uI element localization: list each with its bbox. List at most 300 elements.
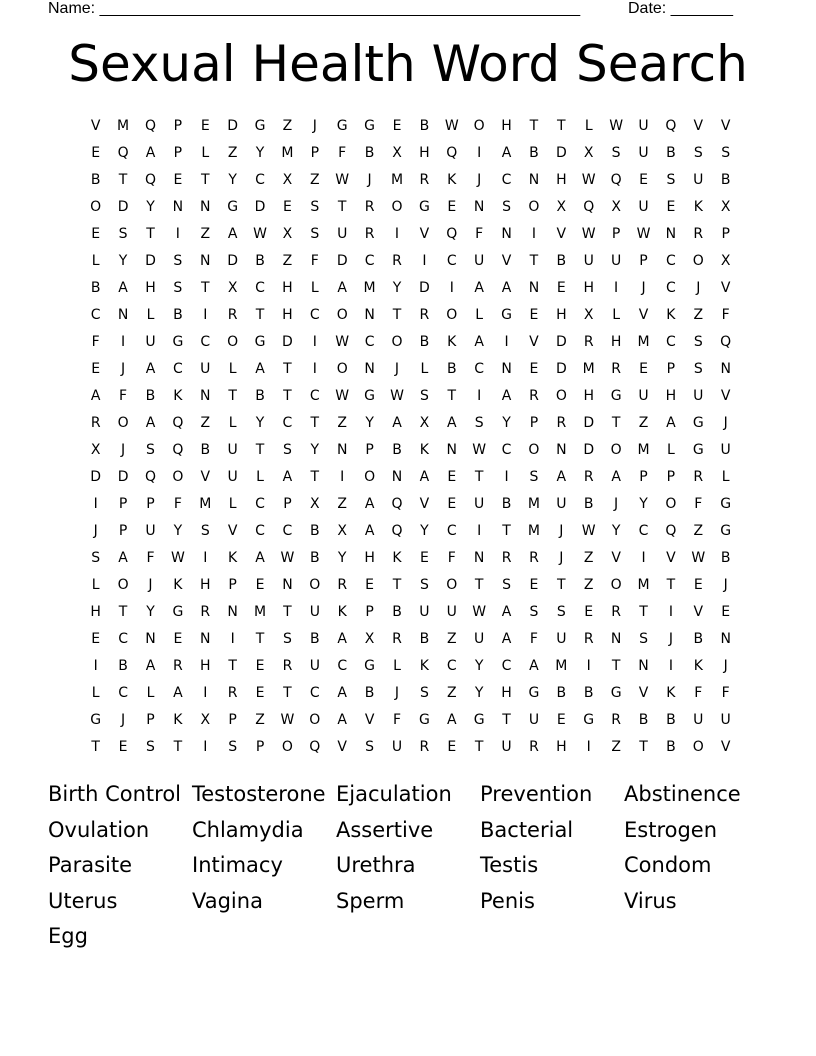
grid-letter[interactable]: I xyxy=(531,225,537,242)
grid-letter[interactable]: A xyxy=(501,387,512,404)
grid-letter[interactable]: A xyxy=(501,279,512,296)
grid-letter[interactable]: K xyxy=(228,549,238,566)
grid-letter[interactable]: F xyxy=(721,306,730,323)
grid-letter[interactable]: V xyxy=(611,549,621,566)
grid-letter[interactable]: C xyxy=(364,333,375,350)
grid-letter[interactable]: O xyxy=(610,576,622,593)
grid-letter[interactable]: C xyxy=(666,333,676,350)
grid-letter[interactable]: J xyxy=(93,522,98,539)
grid-letter[interactable]: N xyxy=(446,441,458,458)
grid-letter[interactable]: A xyxy=(255,360,265,377)
grid-letter[interactable]: T xyxy=(200,279,210,296)
grid-letter[interactable]: E xyxy=(255,576,265,593)
grid-letter[interactable]: R xyxy=(529,549,539,566)
grid-letter[interactable]: K xyxy=(337,603,347,620)
grid-letter[interactable]: N xyxy=(556,441,567,458)
grid-letter[interactable]: O xyxy=(692,252,704,269)
grid-letter[interactable]: S xyxy=(529,603,539,620)
grid-letter[interactable]: D xyxy=(555,333,567,350)
grid-letter[interactable]: C xyxy=(309,684,320,701)
grid-letter[interactable]: A xyxy=(118,549,128,566)
grid-letter[interactable]: C xyxy=(364,252,375,269)
grid-letter[interactable]: H xyxy=(556,738,567,755)
grid-letter[interactable]: U xyxy=(145,333,156,350)
grid-letter[interactable]: Z xyxy=(693,306,704,323)
grid-letter[interactable]: T xyxy=(91,738,100,755)
grid-letter[interactable]: F xyxy=(173,495,182,512)
grid-letter[interactable]: R xyxy=(556,414,567,431)
grid-letter[interactable]: E xyxy=(283,198,292,215)
grid-letter[interactable]: W xyxy=(335,387,350,404)
grid-letter[interactable]: L xyxy=(201,144,210,161)
grid-letter[interactable]: I xyxy=(504,468,509,485)
grid-letter[interactable]: T xyxy=(228,657,237,674)
grid-letter[interactable]: R xyxy=(693,225,704,242)
grid-letter[interactable]: X xyxy=(282,171,293,188)
grid-letter[interactable]: C xyxy=(309,387,320,404)
grid-letter[interactable]: U xyxy=(556,630,567,647)
grid-letter[interactable]: L xyxy=(612,306,621,323)
grid-letter[interactable]: K xyxy=(693,198,703,215)
grid-letter[interactable]: I xyxy=(477,522,482,539)
grid-letter[interactable]: I xyxy=(614,279,619,296)
grid-letter[interactable]: Y xyxy=(228,171,237,188)
grid-letter[interactable]: G xyxy=(90,711,102,728)
grid-letter[interactable]: N xyxy=(665,225,677,242)
grid-letter[interactable]: A xyxy=(145,360,156,377)
grid-letter[interactable]: U xyxy=(610,252,622,269)
grid-letter[interactable]: Y xyxy=(255,414,265,431)
grid-letter[interactable]: F xyxy=(338,144,347,161)
grid-letter[interactable]: E xyxy=(173,171,183,188)
grid-letter[interactable]: N xyxy=(282,576,293,593)
grid-letter[interactable]: Z xyxy=(337,495,347,512)
grid-letter[interactable]: I xyxy=(641,549,646,566)
grid-letter[interactable]: J xyxy=(477,171,482,188)
grid-letter[interactable]: L xyxy=(91,252,100,269)
grid-letter[interactable]: G xyxy=(720,495,732,512)
grid-letter[interactable]: Y xyxy=(392,279,402,296)
grid-letter[interactable]: L xyxy=(721,468,730,485)
grid-letter[interactable]: W xyxy=(472,441,487,458)
grid-letter[interactable]: F xyxy=(310,252,319,269)
grid-letter[interactable]: J xyxy=(394,360,400,377)
grid-letter[interactable]: O xyxy=(528,441,540,458)
grid-letter[interactable]: M xyxy=(363,279,376,296)
grid-letter[interactable]: O xyxy=(117,414,129,431)
grid-letter[interactable]: B xyxy=(583,495,594,512)
grid-letter[interactable]: S xyxy=(146,441,155,458)
grid-letter[interactable]: T xyxy=(502,522,511,539)
grid-letter[interactable]: P xyxy=(228,711,237,728)
grid-letter[interactable]: B xyxy=(419,333,430,350)
grid-letter[interactable]: A xyxy=(173,684,183,701)
grid-letter[interactable]: N xyxy=(610,630,622,647)
grid-letter[interactable]: R xyxy=(90,414,101,431)
grid-letter[interactable]: S xyxy=(282,630,292,647)
grid-letter[interactable]: K xyxy=(447,171,457,188)
grid-letter[interactable]: M xyxy=(281,144,294,161)
grid-letter[interactable]: L xyxy=(91,576,100,593)
grid-letter[interactable]: A xyxy=(474,279,484,296)
grid-letter[interactable]: D xyxy=(555,360,567,377)
grid-letter[interactable]: Z xyxy=(337,414,347,431)
grid-letter[interactable]: O xyxy=(692,738,704,755)
grid-letter[interactable]: E xyxy=(91,630,101,647)
grid-letter[interactable]: Z xyxy=(310,171,320,188)
date-field[interactable]: Date: _______ xyxy=(628,0,733,17)
grid-letter[interactable]: Q xyxy=(665,117,677,134)
grid-letter[interactable]: J xyxy=(723,576,728,593)
grid-letter[interactable]: N xyxy=(145,630,156,647)
grid-letter[interactable]: U xyxy=(391,738,403,755)
grid-letter[interactable]: K xyxy=(419,441,429,458)
grid-letter[interactable]: Y xyxy=(255,144,265,161)
grid-letter[interactable]: S xyxy=(419,387,429,404)
grid-letter[interactable]: W xyxy=(609,117,624,134)
grid-letter[interactable]: B xyxy=(90,171,101,188)
grid-letter[interactable]: M xyxy=(253,603,267,620)
grid-letter[interactable]: H xyxy=(199,576,211,593)
grid-letter[interactable]: B xyxy=(310,630,320,647)
grid-letter[interactable]: B xyxy=(419,630,430,647)
grid-letter[interactable]: S xyxy=(502,198,511,215)
grid-letter[interactable]: Q xyxy=(144,468,156,485)
grid-letter[interactable]: T xyxy=(611,657,621,674)
grid-letter[interactable]: X xyxy=(583,306,594,323)
grid-letter[interactable]: D xyxy=(227,252,239,269)
grid-letter[interactable]: A xyxy=(419,468,430,485)
grid-letter[interactable]: M xyxy=(527,495,540,512)
grid-letter[interactable]: Q xyxy=(144,171,156,188)
grid-letter[interactable]: E xyxy=(556,279,566,296)
grid-letter[interactable]: I xyxy=(93,495,98,512)
grid-letter[interactable]: K xyxy=(666,684,676,701)
grid-letter[interactable]: H xyxy=(556,171,567,188)
grid-letter[interactable]: W xyxy=(472,603,487,620)
grid-letter[interactable]: B xyxy=(118,657,128,674)
grid-letter[interactable]: E xyxy=(200,117,210,134)
grid-letter[interactable]: I xyxy=(422,252,427,269)
grid-letter[interactable]: T xyxy=(283,684,292,701)
grid-letter[interactable]: X xyxy=(364,630,375,647)
grid-letter[interactable]: O xyxy=(446,576,458,593)
grid-letter[interactable]: L xyxy=(228,495,237,512)
grid-letter[interactable]: T xyxy=(337,198,347,215)
grid-letter[interactable]: F xyxy=(529,630,538,647)
grid-letter[interactable]: N xyxy=(720,360,731,377)
grid-letter[interactable]: E xyxy=(556,711,566,728)
grid-letter[interactable]: Q xyxy=(172,441,184,458)
grid-letter[interactable]: V xyxy=(638,306,649,323)
grid-letter[interactable]: S xyxy=(529,468,539,485)
grid-letter[interactable]: O xyxy=(172,468,184,485)
grid-letter[interactable]: C xyxy=(118,684,128,701)
grid-letter[interactable]: A xyxy=(282,468,293,485)
grid-letter[interactable]: N xyxy=(200,198,211,215)
grid-letter[interactable]: R xyxy=(419,306,430,323)
grid-letter[interactable]: V xyxy=(529,333,539,350)
grid-letter[interactable]: C xyxy=(638,522,649,539)
grid-letter[interactable]: B xyxy=(255,387,265,404)
grid-letter[interactable]: P xyxy=(173,144,183,161)
grid-letter[interactable]: D xyxy=(117,198,129,215)
grid-letter[interactable]: L xyxy=(228,360,237,377)
grid-letter[interactable]: C xyxy=(282,522,293,539)
grid-letter[interactable]: R xyxy=(611,360,621,377)
grid-letter[interactable]: V xyxy=(501,252,512,269)
grid-letter[interactable]: H xyxy=(610,333,622,350)
grid-letter[interactable]: U xyxy=(501,738,512,755)
grid-letter[interactable]: B xyxy=(556,684,567,701)
grid-letter[interactable]: Z xyxy=(583,549,594,566)
grid-letter[interactable]: S xyxy=(556,603,566,620)
grid-letter[interactable]: X xyxy=(200,711,211,728)
grid-letter[interactable]: D xyxy=(583,441,595,458)
grid-letter[interactable]: C xyxy=(282,414,293,431)
grid-letter[interactable]: G xyxy=(583,711,595,728)
grid-letter[interactable]: S xyxy=(146,738,155,755)
grid-letter[interactable]: G xyxy=(692,414,704,431)
grid-letter[interactable]: S xyxy=(365,738,375,755)
grid-letter[interactable]: U xyxy=(638,198,649,215)
grid-letter[interactable]: Q xyxy=(144,117,156,134)
grid-letter[interactable]: O xyxy=(555,387,567,404)
grid-letter[interactable]: U xyxy=(474,495,485,512)
grid-letter[interactable]: A xyxy=(337,684,347,701)
grid-letter[interactable]: Y xyxy=(118,252,128,269)
grid-letter[interactable]: P xyxy=(228,576,237,593)
grid-letter[interactable]: U xyxy=(446,603,457,620)
grid-letter[interactable]: N xyxy=(200,630,211,647)
grid-letter[interactable]: T xyxy=(529,252,539,269)
grid-letter[interactable]: C xyxy=(172,360,183,377)
grid-letter[interactable]: J xyxy=(559,522,564,539)
grid-letter[interactable]: O xyxy=(364,468,376,485)
grid-letter[interactable]: V xyxy=(720,387,731,404)
grid-letter[interactable]: E xyxy=(666,198,676,215)
grid-letter[interactable]: C xyxy=(666,279,676,296)
grid-letter[interactable]: H xyxy=(364,549,375,566)
grid-letter[interactable]: R xyxy=(611,711,621,728)
grid-letter[interactable]: R xyxy=(200,603,211,620)
grid-letter[interactable]: G xyxy=(172,603,184,620)
grid-letter[interactable]: I xyxy=(175,225,180,242)
grid-letter[interactable]: B xyxy=(310,549,320,566)
grid-letter[interactable]: B xyxy=(145,387,156,404)
grid-letter[interactable]: A xyxy=(556,468,567,485)
grid-letter[interactable]: B xyxy=(529,144,539,161)
grid-letter[interactable]: Y xyxy=(420,522,429,539)
grid-letter[interactable]: I xyxy=(121,333,126,350)
grid-letter[interactable]: W xyxy=(636,225,651,242)
grid-letter[interactable]: T xyxy=(392,306,402,323)
grid-letter[interactable]: Y xyxy=(337,549,347,566)
grid-letter[interactable]: A xyxy=(529,657,539,674)
grid-letter[interactable]: D xyxy=(583,414,595,431)
grid-letter[interactable]: F xyxy=(392,711,402,728)
grid-letter[interactable]: G xyxy=(364,657,376,674)
grid-letter[interactable]: A xyxy=(145,657,156,674)
grid-letter[interactable]: X xyxy=(720,198,731,215)
grid-letter[interactable]: K xyxy=(666,306,676,323)
grid-letter[interactable]: O xyxy=(528,198,540,215)
grid-letter[interactable]: R xyxy=(227,306,238,323)
grid-letter[interactable]: N xyxy=(172,198,184,215)
grid-letter[interactable]: H xyxy=(199,657,211,674)
grid-letter[interactable]: S xyxy=(693,333,703,350)
grid-letter[interactable]: L xyxy=(420,360,429,377)
grid-letter[interactable]: J xyxy=(723,414,728,431)
grid-letter[interactable]: P xyxy=(255,738,265,755)
grid-letter[interactable]: U xyxy=(474,630,485,647)
grid-letter[interactable]: N xyxy=(638,657,649,674)
grid-letter[interactable]: C xyxy=(118,630,128,647)
grid-letter[interactable]: X xyxy=(282,225,293,242)
grid-letter[interactable]: R xyxy=(501,549,512,566)
grid-letter[interactable]: Q xyxy=(610,171,622,188)
grid-letter[interactable]: Q xyxy=(720,333,732,350)
grid-letter[interactable]: A xyxy=(474,333,484,350)
grid-letter[interactable]: J xyxy=(312,117,317,134)
grid-letter[interactable]: B xyxy=(666,144,676,161)
grid-letter[interactable]: U xyxy=(337,225,348,242)
grid-letter[interactable]: N xyxy=(364,306,375,323)
grid-letter[interactable]: Z xyxy=(255,711,265,728)
grid-letter[interactable]: M xyxy=(390,171,404,188)
grid-letter[interactable]: D xyxy=(555,144,567,161)
grid-letter[interactable]: T xyxy=(557,576,566,593)
grid-letter[interactable]: R xyxy=(529,387,539,404)
grid-letter[interactable]: S xyxy=(611,144,621,161)
grid-letter[interactable]: D xyxy=(117,468,129,485)
grid-letter[interactable]: O xyxy=(665,495,677,512)
grid-letter[interactable]: Z xyxy=(693,522,704,539)
grid-letter[interactable]: U xyxy=(693,171,704,188)
grid-letter[interactable]: Q xyxy=(309,738,321,755)
grid-letter[interactable]: W xyxy=(280,711,295,728)
grid-letter[interactable]: V xyxy=(337,738,347,755)
grid-letter[interactable]: C xyxy=(446,252,457,269)
grid-letter[interactable]: W xyxy=(335,171,350,188)
grid-letter[interactable]: W xyxy=(280,549,295,566)
grid-letter[interactable]: A xyxy=(227,225,238,242)
grid-letter[interactable]: T xyxy=(611,414,621,431)
grid-letter[interactable]: Q xyxy=(117,144,129,161)
grid-letter[interactable]: I xyxy=(312,333,317,350)
grid-letter[interactable]: N xyxy=(501,360,512,377)
grid-letter[interactable]: L xyxy=(256,468,264,485)
grid-letter[interactable]: I xyxy=(586,738,591,755)
grid-letter[interactable]: R xyxy=(364,198,375,215)
grid-letter[interactable]: D xyxy=(336,252,348,269)
grid-letter[interactable]: M xyxy=(117,117,130,134)
grid-letter[interactable]: O xyxy=(90,198,102,215)
grid-letter[interactable]: J xyxy=(121,711,126,728)
grid-letter[interactable]: M xyxy=(555,657,568,674)
grid-letter[interactable]: X xyxy=(90,441,101,458)
grid-letter[interactable]: C xyxy=(90,306,101,323)
grid-letter[interactable]: W xyxy=(390,387,404,404)
grid-letter[interactable]: H xyxy=(419,144,430,161)
grid-letter[interactable]: F xyxy=(694,684,703,701)
grid-letter[interactable]: E xyxy=(447,738,457,755)
grid-letter[interactable]: Z xyxy=(200,414,211,431)
grid-letter[interactable]: T xyxy=(283,603,292,620)
grid-letter[interactable]: L xyxy=(310,279,319,296)
grid-letter[interactable]: V xyxy=(693,117,704,134)
grid-letter[interactable]: G xyxy=(227,198,239,215)
grid-letter[interactable]: G xyxy=(610,387,622,404)
grid-letter[interactable]: J xyxy=(394,684,400,701)
grid-letter[interactable]: K xyxy=(447,333,457,350)
grid-letter[interactable]: U xyxy=(227,441,238,458)
grid-letter[interactable]: T xyxy=(228,387,237,404)
grid-letter[interactable]: P xyxy=(146,495,155,512)
grid-letter[interactable]: V xyxy=(720,117,731,134)
grid-letter[interactable]: F xyxy=(721,684,730,701)
grid-letter[interactable]: R xyxy=(227,684,238,701)
grid-letter[interactable]: J xyxy=(367,171,372,188)
grid-letter[interactable]: L xyxy=(146,684,155,701)
grid-letter[interactable]: P xyxy=(666,360,676,377)
grid-letter[interactable]: G xyxy=(418,198,430,215)
grid-letter[interactable]: Z xyxy=(611,738,621,755)
grid-letter[interactable]: R xyxy=(392,630,402,647)
grid-letter[interactable]: X xyxy=(720,252,731,269)
grid-letter[interactable]: P xyxy=(365,603,374,620)
grid-letter[interactable]: H xyxy=(282,306,293,323)
grid-letter[interactable]: E xyxy=(419,549,429,566)
grid-letter[interactable]: J xyxy=(723,657,728,674)
grid-letter[interactable]: E xyxy=(255,657,265,674)
grid-letter[interactable]: A xyxy=(392,414,402,431)
grid-letter[interactable]: X xyxy=(392,144,402,161)
grid-letter[interactable]: E xyxy=(118,738,128,755)
grid-letter[interactable]: P xyxy=(173,117,183,134)
grid-letter[interactable]: S xyxy=(666,171,676,188)
grid-letter[interactable]: G xyxy=(364,387,376,404)
grid-letter[interactable]: L xyxy=(393,657,401,674)
grid-letter[interactable]: C xyxy=(446,657,457,674)
grid-letter[interactable]: S xyxy=(173,279,183,296)
grid-letter[interactable]: D xyxy=(90,468,102,485)
grid-letter[interactable]: B xyxy=(556,252,567,269)
grid-letter[interactable]: I xyxy=(668,657,673,674)
grid-letter[interactable]: U xyxy=(145,522,156,539)
grid-letter[interactable]: P xyxy=(365,441,374,458)
grid-letter[interactable]: E xyxy=(91,360,101,377)
grid-letter[interactable]: I xyxy=(586,657,591,674)
grid-letter[interactable]: B xyxy=(200,441,211,458)
grid-letter[interactable]: K xyxy=(173,711,183,728)
grid-letter[interactable]: A xyxy=(145,144,156,161)
grid-letter[interactable]: S xyxy=(419,576,429,593)
grid-letter[interactable]: W xyxy=(581,225,596,242)
grid-letter[interactable]: N xyxy=(501,225,512,242)
grid-letter[interactable]: A xyxy=(337,279,347,296)
grid-letter[interactable]: E xyxy=(693,576,703,593)
grid-letter[interactable]: I xyxy=(394,225,400,242)
grid-letter[interactable]: Y xyxy=(639,495,648,512)
grid-letter[interactable]: N xyxy=(336,441,348,458)
grid-letter[interactable]: Z xyxy=(200,225,211,242)
grid-letter[interactable]: T xyxy=(474,738,484,755)
grid-letter[interactable]: S xyxy=(419,684,429,701)
grid-letter[interactable]: E xyxy=(447,198,457,215)
grid-letter[interactable]: O xyxy=(610,441,622,458)
grid-letter[interactable]: G xyxy=(610,684,622,701)
